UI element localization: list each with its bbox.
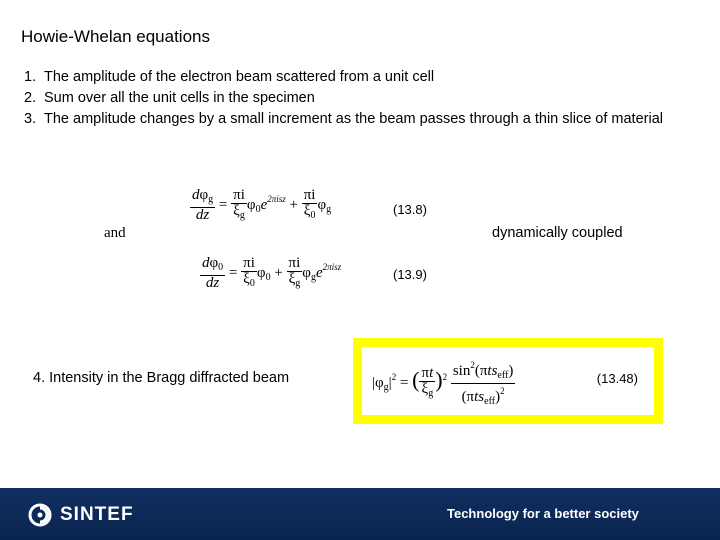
footer-tagline: Technology for a better society — [447, 506, 639, 521]
equation-number: (13.48) — [596, 371, 638, 386]
list-item-number: 3. — [24, 111, 37, 127]
sintef-logo-icon — [28, 503, 52, 527]
equation-13-48 — [362, 347, 654, 415]
numbered-list — [24, 67, 694, 130]
highlighted-equation-box — [353, 338, 663, 424]
equation-number: (13.8) — [393, 202, 427, 217]
sintef-logo — [28, 503, 134, 527]
list-item-text: The amplitude of the electron beam scattered from a unit cell — [44, 69, 435, 85]
dynamically-coupled-note: dynamically coupled — [492, 225, 623, 241]
brand-name: SINTEF — [60, 504, 134, 525]
list-item — [24, 88, 694, 109]
list-item-text: Sum over all the unit cells in the specimen — [44, 90, 315, 106]
list-item — [24, 109, 694, 130]
list-item-number: 2. — [24, 90, 37, 106]
list-item — [24, 67, 694, 88]
list-item-number: 1. — [24, 69, 37, 85]
intensity-label: 4. Intensity in the Bragg diffracted beam — [33, 370, 290, 386]
slide-title: Howie-Whelan equations — [21, 27, 210, 46]
list-item-text: The amplitude changes by a small increment as the beam passes through a thin slice of material — [44, 111, 663, 127]
equation-13-9: $\frac{d\varphi_0}{dz}$ = $\frac{\pi i}{\xi_0}$ $\varphi_0$ + $\frac{\pi i}{\xi_g}$ $\varphi_ge^{2\pi isz}$ — [202, 255, 342, 291]
equation-13-8: $\frac{d\varphi_g}{dz}$ = $\frac{\pi i}{\xi_g}$ $\varphi_0e^{2\pi isz}$ + $\frac{\pi i}{\xi_0}$ $\varphi_g$ — [192, 187, 332, 223]
footer-bar — [0, 488, 720, 540]
equation-number: (13.9) — [393, 267, 427, 282]
intensity-formula: $|\varphi_g|^2$ = ( $\frac{\pi t}{\xi_g}$ )$^2$ $\frac{\sin^2(\pi ts_{eff})}{(\pi ts_{eff})^2}$ — [372, 360, 514, 407]
and-label: and — [104, 225, 126, 241]
